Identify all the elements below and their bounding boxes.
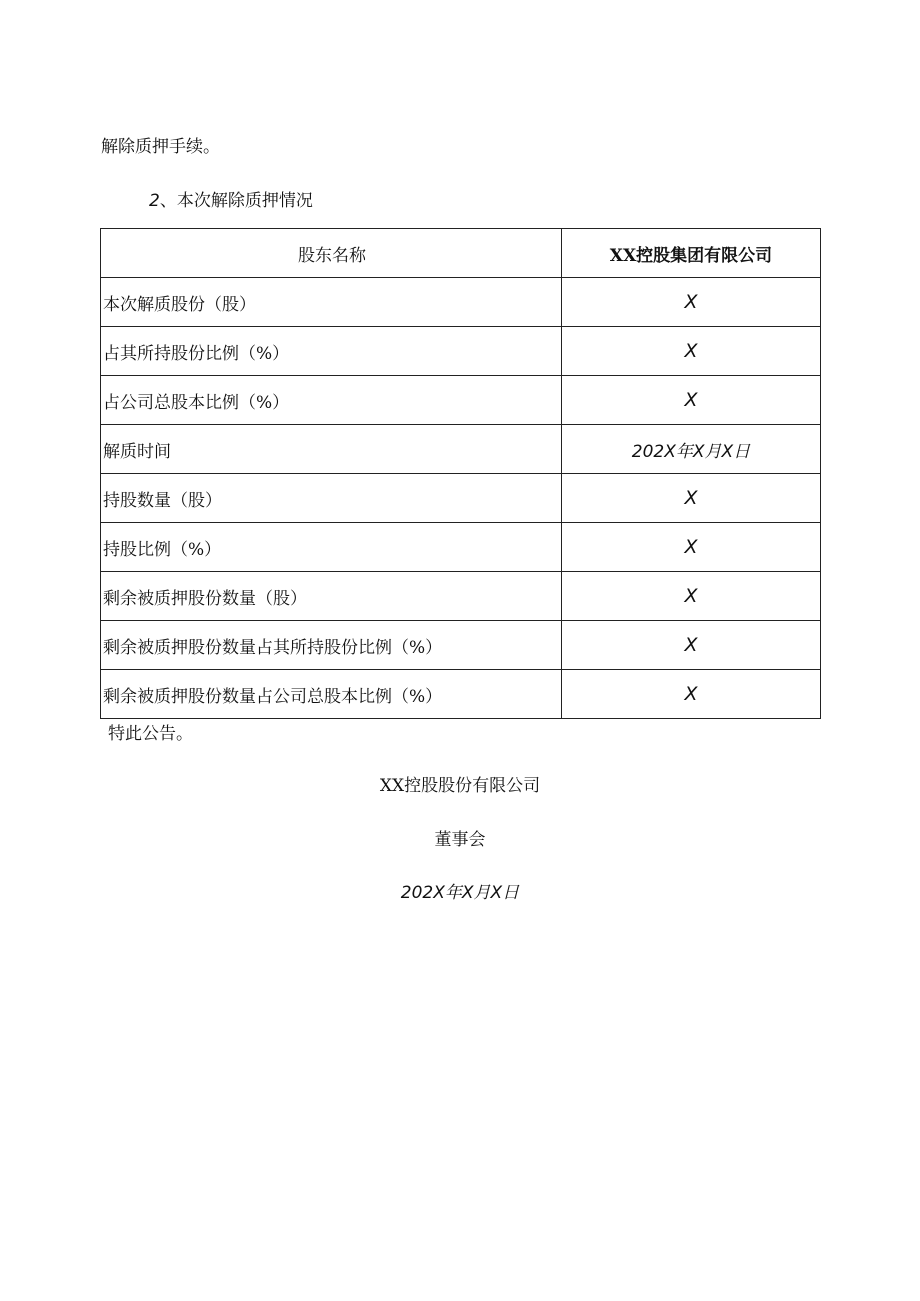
row-label: 解质时间 [101, 425, 562, 474]
row-label: 剩余被质押股份数量占公司总股本比例（%） [101, 670, 562, 719]
signature-company: XX控股股份有限公司 [379, 776, 541, 796]
table-row [101, 376, 821, 425]
row-value: X [562, 572, 821, 621]
row-value: X [562, 327, 821, 376]
release-pledge-table [100, 228, 821, 719]
table-row [101, 621, 821, 670]
section-title: 、本次解除质押情况 [159, 191, 313, 211]
table-row [101, 572, 821, 621]
section-number: 2 [149, 191, 160, 211]
table-row [101, 278, 821, 327]
table-header-row [101, 229, 821, 278]
table-row [101, 425, 821, 474]
signature-board: 董事会 [434, 830, 486, 850]
row-value: X [562, 670, 821, 719]
row-value: X [562, 621, 821, 670]
row-value: X [562, 376, 821, 425]
table-row [101, 523, 821, 572]
signature-date: 202X年X月X日 [400, 883, 520, 903]
row-label: 剩余被质押股份数量占其所持股份比例（%） [101, 621, 562, 670]
header-label-cell: 股东名称 [101, 229, 562, 278]
row-label: 占其所持股份比例（%） [101, 327, 562, 376]
closing-text: 特此公告。 [108, 724, 193, 744]
row-value: X [562, 474, 821, 523]
table-row [101, 474, 821, 523]
section-heading [149, 189, 313, 213]
table-row [101, 670, 821, 719]
row-label: 本次解质股份（股） [101, 278, 562, 327]
row-value: 202X年X月X日 [562, 425, 821, 474]
row-value: X [562, 278, 821, 327]
row-label: 剩余被质押股份数量（股） [101, 572, 562, 621]
row-value: X [562, 523, 821, 572]
intro-text: 解除质押手续。 [101, 137, 220, 157]
table-row [101, 327, 821, 376]
row-label: 占公司总股本比例（%） [101, 376, 562, 425]
row-label: 持股数量（股） [101, 474, 562, 523]
row-label: 持股比例（%） [101, 523, 562, 572]
header-value-cell: XX控股集团有限公司 [562, 229, 821, 278]
